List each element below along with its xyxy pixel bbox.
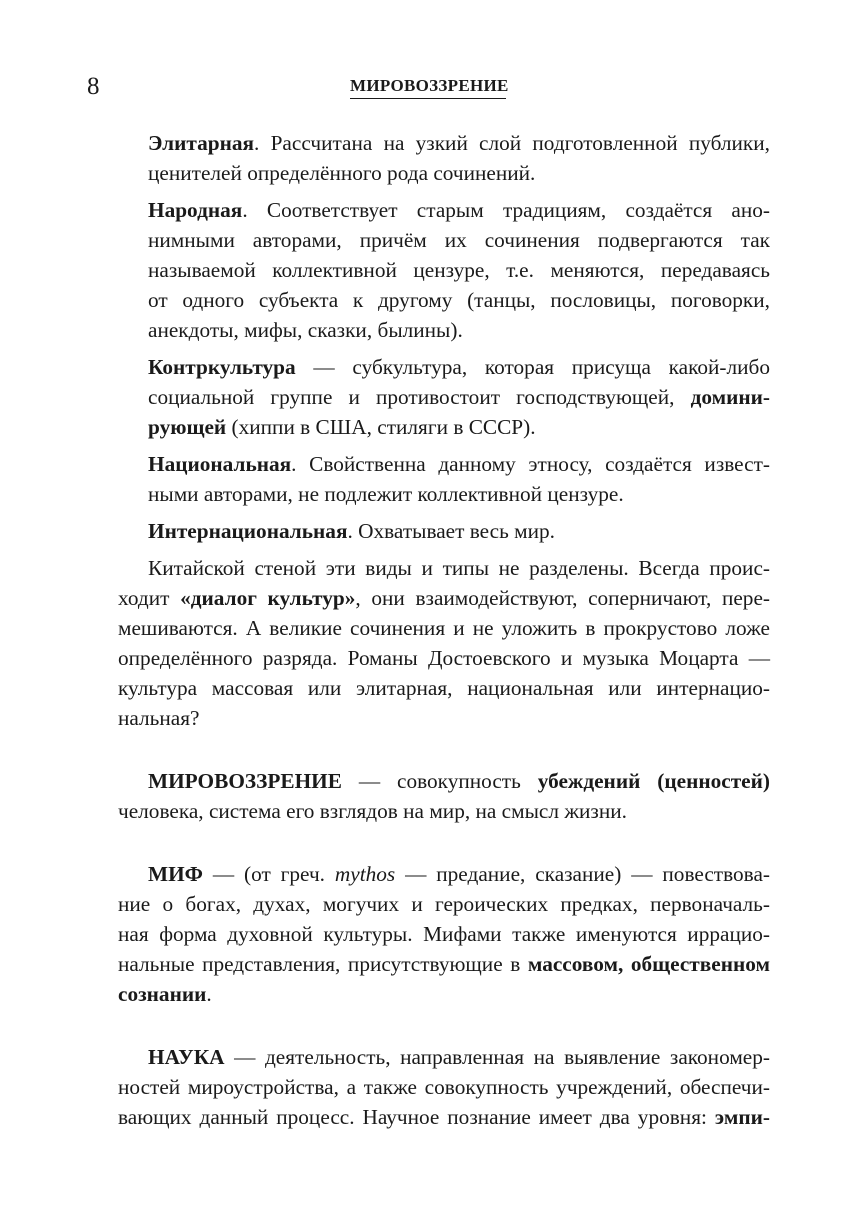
text-line: человека, система его взглядов на мир, на смысл жизни. [118,799,627,823]
text-line: нимными авторами, причём их сочинения подвергаются так [148,228,770,252]
paragraph-national [118,449,770,509]
text-line: (хиппи в США, стиляги в СССР). [226,415,536,439]
text-line: — совокупность [341,769,538,793]
text-line: — субкультура, которая присуща какой-либо [295,355,770,379]
text-line: — деятельность, направленная на выявление закономер- [224,1045,770,1069]
term-folk: Народная [148,198,243,222]
page-number: 8 [87,73,100,100]
text-line: . Свойственна данному этносу, создаётся извест- [291,452,770,476]
bold-text: эмпи- [714,1105,770,1129]
bold-text: домини- [690,385,770,409]
text-line: определённого разряда. Романы Достоевского и музыка Моцарта — [118,646,770,670]
main-text [118,128,770,1132]
text-line: анекдоты, мифы, сказки, былины). [148,318,463,342]
text-line: ными авторами, не подлежит коллективной цензуре. [148,482,624,506]
text-line: культура массовая или элитарная, национальная или интернацио- [118,676,770,700]
bold-text: сознании [118,982,207,1006]
text-line: . Охватывает весь мир. [347,519,555,543]
term-elite: Элитарная [148,131,255,155]
italic-text: mythos [334,862,396,886]
text-line: ценителей определённого рода сочинений. [148,161,536,185]
paragraph-elite [118,128,770,188]
text-line: ние о богах, духах, могучих и героических предках, первоначаль- [118,892,770,916]
running-title: МИРОВОЗЗРЕНИЕ [350,76,506,99]
text-line: ностей мироустройства, а также совокупность учреждений, обеспечи- [118,1075,770,1099]
paragraph-myth [118,859,770,1009]
term-national: Национальная [148,452,292,476]
paragraph-folk [118,195,770,345]
text-line: ная форма духовной культуры. Мифами также именуются иррацио- [118,922,770,946]
text-line: нальные представления, присутствующие в [118,952,528,976]
paragraph-dialog [118,553,770,733]
text-line: ходит [118,586,181,610]
bold-text: «диалог культур» [180,586,356,610]
paragraph-international [118,516,770,546]
term-myth: МИФ [148,862,203,886]
text-line: . [206,982,212,1006]
term-international: Интернациональная [148,519,348,543]
text-line: , они взаимодействуют, соперничают, пере- [355,586,770,610]
text-line: называемой коллективной цензуре, т.е. меняются, передаваясь [148,258,770,282]
bold-text: рующей [148,415,227,439]
paragraph-science [118,1042,770,1132]
text-line: социальной группе и противостоит господствующей, [148,385,691,409]
bold-text: убеждений (ценностей) [537,769,770,793]
text-line: мешиваются. А великие сочинения и не уложить в прокрустово ложе [118,616,770,640]
paragraph-worldview [118,766,770,826]
text-line: нальная? [118,706,200,730]
text-line: . Соответствует старым традициям, создаётся ано- [242,198,770,222]
term-worldview: МИРОВОЗЗРЕНИЕ [148,769,342,793]
paragraph-counterculture [118,352,770,442]
text-line: — (от греч. [202,862,335,886]
term-science: НАУКА [148,1045,225,1069]
text-line: . Рассчитана на узкий слой подготовленной публики, [254,131,770,155]
term-counterculture: Контркультура [148,355,296,379]
text-line: — предание, сказание) — повествова- [395,862,770,886]
text-line: от одного субъекта к другому (танцы, пословицы, поговорки, [148,288,770,312]
bold-text: массовом, общественном [527,952,770,976]
text-line: Китайской стеной эти виды и типы не разделены. Всегда проис- [148,556,770,580]
text-line: вающих данный процесс. Научное познание имеет два уровня: [118,1105,715,1129]
